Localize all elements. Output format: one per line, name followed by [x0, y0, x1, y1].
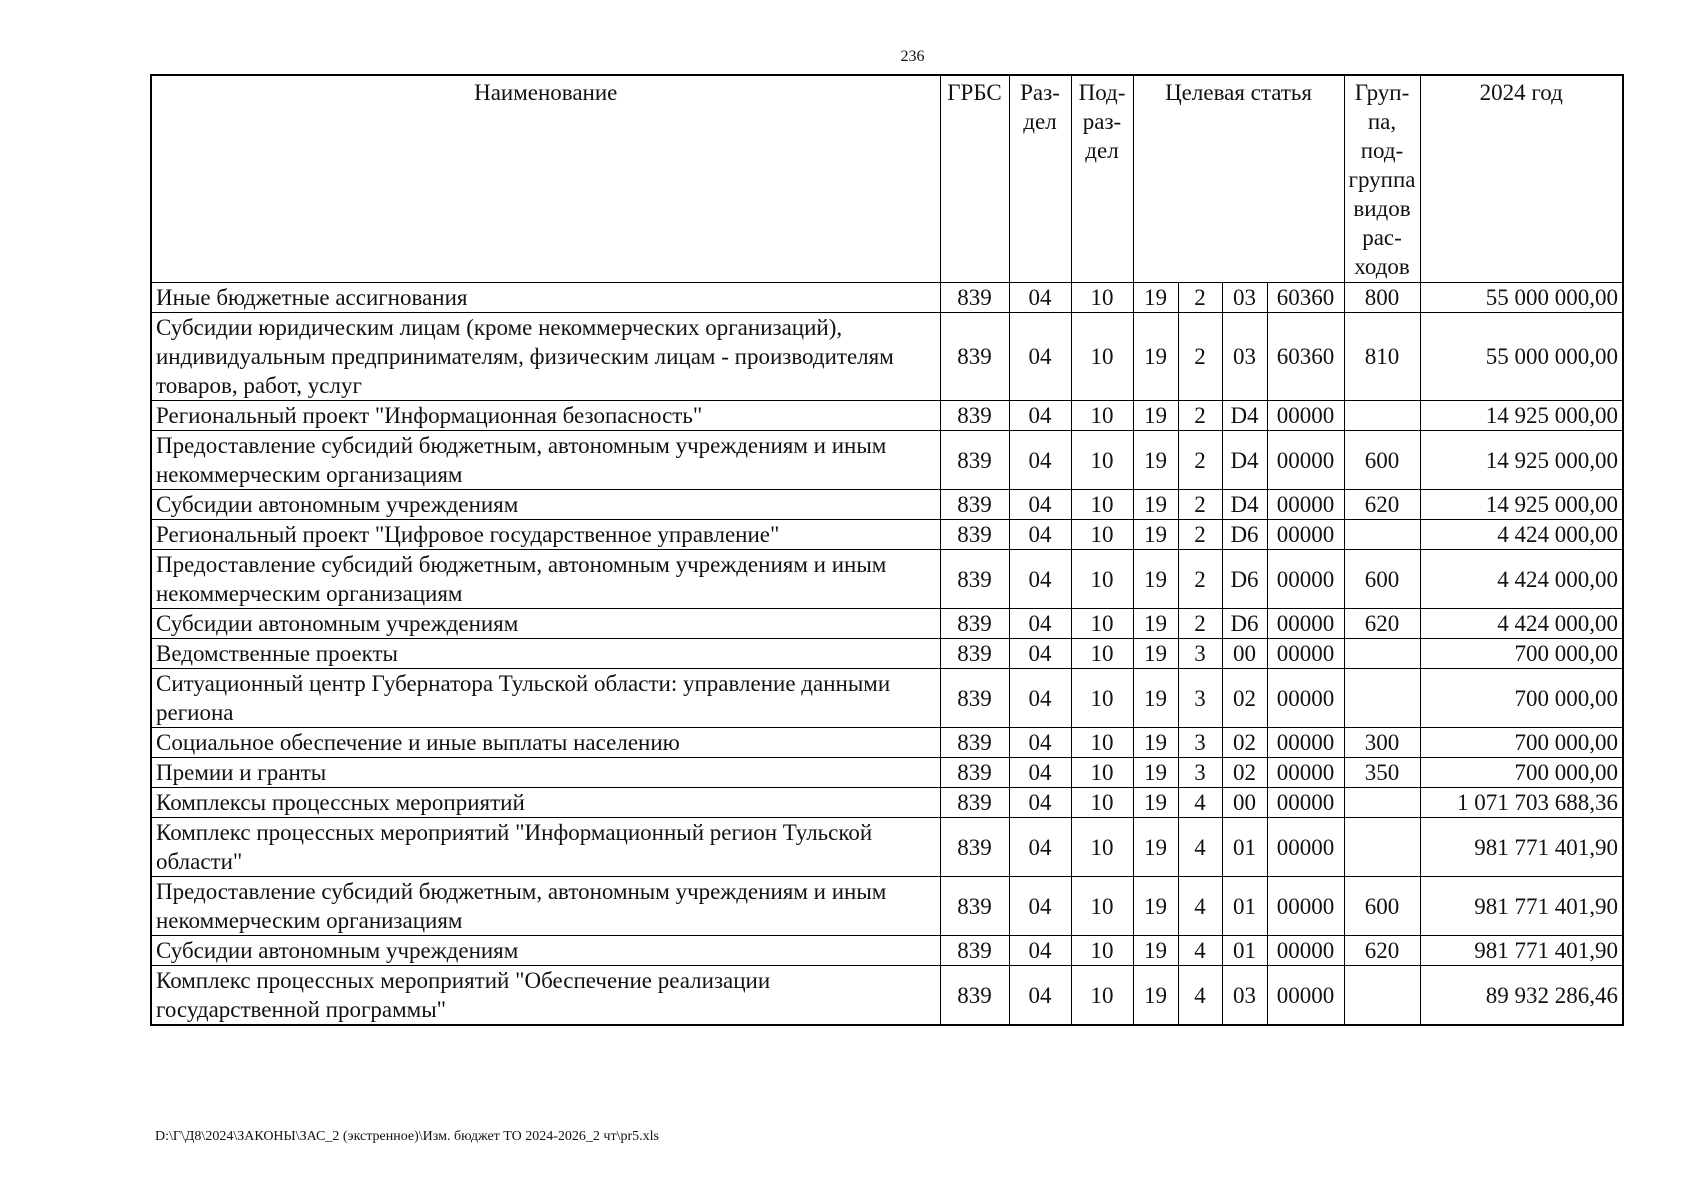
row-target-element: 02 — [1222, 728, 1267, 758]
header-name: Наименование — [151, 75, 940, 283]
row-amount: 700 000,00 — [1420, 639, 1623, 669]
row-target-element: 02 — [1222, 758, 1267, 788]
row-target-element: D4 — [1222, 490, 1267, 520]
row-grbs: 839 — [940, 818, 1009, 877]
row-target-direction: 00000 — [1267, 520, 1344, 550]
row-target-program: 19 — [1133, 936, 1178, 966]
row-grbs: 839 — [940, 788, 1009, 818]
table-row — [151, 550, 1623, 609]
row-amount: 981 771 401,90 — [1420, 818, 1623, 877]
row-podrazdel: 10 — [1071, 758, 1133, 788]
table-row — [151, 669, 1623, 728]
row-grbs: 839 — [940, 520, 1009, 550]
row-podrazdel: 10 — [1071, 431, 1133, 490]
row-target-program: 19 — [1133, 313, 1178, 401]
row-target-element: D4 — [1222, 431, 1267, 490]
row-razdel: 04 — [1009, 758, 1071, 788]
row-razdel: 04 — [1009, 728, 1071, 758]
row-podrazdel: 10 — [1071, 936, 1133, 966]
row-razdel: 04 — [1009, 788, 1071, 818]
row-target-direction: 00000 — [1267, 788, 1344, 818]
row-target-type: 2 — [1178, 609, 1222, 639]
row-podrazdel: 10 — [1071, 283, 1133, 313]
row-amount: 981 771 401,90 — [1420, 877, 1623, 936]
budget-table — [150, 74, 1624, 1026]
row-amount: 55 000 000,00 — [1420, 313, 1623, 401]
row-target-element: 03 — [1222, 966, 1267, 1026]
row-grbs: 839 — [940, 728, 1009, 758]
row-razdel: 04 — [1009, 966, 1071, 1026]
table-row — [151, 758, 1623, 788]
row-target-direction: 00000 — [1267, 401, 1344, 431]
row-grbs: 839 — [940, 490, 1009, 520]
row-name: Региональный проект "Цифровое государственное управление" — [151, 520, 940, 550]
row-target-element: 03 — [1222, 313, 1267, 401]
row-target-direction: 00000 — [1267, 609, 1344, 639]
row-expense-group: 600 — [1344, 431, 1420, 490]
row-podrazdel: 10 — [1071, 639, 1133, 669]
row-grbs: 839 — [940, 550, 1009, 609]
row-target-program: 19 — [1133, 490, 1178, 520]
row-amount: 55 000 000,00 — [1420, 283, 1623, 313]
row-grbs: 839 — [940, 313, 1009, 401]
row-target-program: 19 — [1133, 966, 1178, 1026]
row-name: Премии и гранты — [151, 758, 940, 788]
table-row — [151, 966, 1623, 1026]
row-grbs: 839 — [940, 639, 1009, 669]
row-target-direction: 00000 — [1267, 818, 1344, 877]
table-header-row — [151, 75, 1623, 283]
row-grbs: 839 — [940, 401, 1009, 431]
row-target-element: 03 — [1222, 283, 1267, 313]
row-target-program: 19 — [1133, 431, 1178, 490]
row-name: Социальное обеспечение и иные выплаты населению — [151, 728, 940, 758]
row-name: Субсидии автономным учреждениям — [151, 490, 940, 520]
row-amount: 700 000,00 — [1420, 728, 1623, 758]
row-expense-group: 600 — [1344, 550, 1420, 609]
row-expense-group: 810 — [1344, 313, 1420, 401]
table-row — [151, 520, 1623, 550]
row-target-direction: 00000 — [1267, 490, 1344, 520]
row-amount: 981 771 401,90 — [1420, 936, 1623, 966]
row-podrazdel: 10 — [1071, 728, 1133, 758]
table-row — [151, 788, 1623, 818]
row-expense-group: 600 — [1344, 877, 1420, 936]
row-name: Комплекс процессных мероприятий "Обеспечение реализации государственной программы" — [151, 966, 940, 1026]
row-name: Иные бюджетные ассигнования — [151, 283, 940, 313]
row-target-type: 3 — [1178, 728, 1222, 758]
row-name: Предоставление субсидий бюджетным, автономным учреждениям и иным некоммерческим организациям — [151, 877, 940, 936]
row-target-program: 19 — [1133, 758, 1178, 788]
row-razdel: 04 — [1009, 936, 1071, 966]
row-target-program: 19 — [1133, 401, 1178, 431]
table-row — [151, 639, 1623, 669]
row-target-direction: 60360 — [1267, 283, 1344, 313]
row-podrazdel: 10 — [1071, 877, 1133, 936]
header-podrazdel: Под- раз- дел — [1071, 75, 1133, 283]
table-row — [151, 313, 1623, 401]
row-podrazdel: 10 — [1071, 609, 1133, 639]
row-target-element: D6 — [1222, 550, 1267, 609]
row-amount: 14 925 000,00 — [1420, 431, 1623, 490]
row-expense-group: 350 — [1344, 758, 1420, 788]
row-expense-group — [1344, 401, 1420, 431]
row-expense-group — [1344, 818, 1420, 877]
row-target-type: 4 — [1178, 966, 1222, 1026]
row-razdel: 04 — [1009, 818, 1071, 877]
row-expense-group: 300 — [1344, 728, 1420, 758]
row-razdel: 04 — [1009, 401, 1071, 431]
row-target-program: 19 — [1133, 728, 1178, 758]
row-target-type: 2 — [1178, 283, 1222, 313]
row-name: Предоставление субсидий бюджетным, автономным учреждениям и иным некоммерческим организациям — [151, 550, 940, 609]
row-target-direction: 00000 — [1267, 877, 1344, 936]
row-name: Ситуационный центр Губернатора Тульской области: управление данными региона — [151, 669, 940, 728]
row-target-direction: 00000 — [1267, 936, 1344, 966]
table-row — [151, 609, 1623, 639]
row-razdel: 04 — [1009, 520, 1071, 550]
table-row — [151, 490, 1623, 520]
row-razdel: 04 — [1009, 431, 1071, 490]
row-name: Региональный проект "Информационная безопасность" — [151, 401, 940, 431]
row-expense-group — [1344, 788, 1420, 818]
row-target-type: 2 — [1178, 313, 1222, 401]
row-expense-group: 620 — [1344, 490, 1420, 520]
row-target-direction: 00000 — [1267, 758, 1344, 788]
row-target-element: D4 — [1222, 401, 1267, 431]
row-podrazdel: 10 — [1071, 966, 1133, 1026]
row-target-direction: 00000 — [1267, 669, 1344, 728]
row-name: Ведомственные проекты — [151, 639, 940, 669]
row-target-program: 19 — [1133, 818, 1178, 877]
header-group: Груп- па, под- группа видов рас- ходов — [1344, 75, 1420, 283]
table-row — [151, 431, 1623, 490]
row-target-type: 2 — [1178, 550, 1222, 609]
row-razdel: 04 — [1009, 609, 1071, 639]
row-name: Субсидии автономным учреждениям — [151, 609, 940, 639]
row-amount: 4 424 000,00 — [1420, 550, 1623, 609]
row-target-type: 4 — [1178, 936, 1222, 966]
row-grbs: 839 — [940, 669, 1009, 728]
row-name: Субсидии автономным учреждениям — [151, 936, 940, 966]
row-target-direction: 60360 — [1267, 313, 1344, 401]
row-target-direction: 00000 — [1267, 550, 1344, 609]
file-path-footer: D:\Г\Д8\2024\ЗАКОНЫ\ЗАС_2 (экстренное)\Изм. бюджет ТО 2024-2026_2 чт\pr5.xls — [155, 1129, 659, 1144]
row-podrazdel: 10 — [1071, 818, 1133, 877]
row-name: Комплекс процессных мероприятий "Информационный регион Тульской области" — [151, 818, 940, 877]
table-row — [151, 401, 1623, 431]
header-target: Целевая статья — [1133, 75, 1344, 283]
row-amount: 14 925 000,00 — [1420, 401, 1623, 431]
row-target-type: 3 — [1178, 669, 1222, 728]
table-row — [151, 936, 1623, 966]
table-row — [151, 877, 1623, 936]
row-amount: 700 000,00 — [1420, 669, 1623, 728]
row-target-direction: 00000 — [1267, 431, 1344, 490]
header-grbs: ГРБС — [940, 75, 1009, 283]
row-amount: 4 424 000,00 — [1420, 609, 1623, 639]
row-amount: 1 071 703 688,36 — [1420, 788, 1623, 818]
row-razdel: 04 — [1009, 550, 1071, 609]
row-target-element: D6 — [1222, 520, 1267, 550]
page-number: 236 — [900, 48, 925, 65]
row-target-type: 4 — [1178, 877, 1222, 936]
row-target-element: 01 — [1222, 877, 1267, 936]
row-target-program: 19 — [1133, 639, 1178, 669]
row-target-program: 19 — [1133, 283, 1178, 313]
row-target-type: 4 — [1178, 788, 1222, 818]
row-target-type: 2 — [1178, 431, 1222, 490]
row-razdel: 04 — [1009, 669, 1071, 728]
row-target-element: 00 — [1222, 639, 1267, 669]
row-podrazdel: 10 — [1071, 520, 1133, 550]
row-target-element: 01 — [1222, 818, 1267, 877]
row-grbs: 839 — [940, 936, 1009, 966]
row-podrazdel: 10 — [1071, 490, 1133, 520]
row-podrazdel: 10 — [1071, 550, 1133, 609]
row-podrazdel: 10 — [1071, 669, 1133, 728]
row-grbs: 839 — [940, 758, 1009, 788]
row-expense-group — [1344, 639, 1420, 669]
table-row — [151, 818, 1623, 877]
row-target-direction: 00000 — [1267, 728, 1344, 758]
row-expense-group: 800 — [1344, 283, 1420, 313]
row-expense-group — [1344, 669, 1420, 728]
row-grbs: 839 — [940, 609, 1009, 639]
row-razdel: 04 — [1009, 639, 1071, 669]
row-target-type: 4 — [1178, 818, 1222, 877]
row-target-direction: 00000 — [1267, 966, 1344, 1026]
row-expense-group — [1344, 966, 1420, 1026]
row-target-element: 00 — [1222, 788, 1267, 818]
row-razdel: 04 — [1009, 877, 1071, 936]
row-grbs: 839 — [940, 283, 1009, 313]
row-target-element: D6 — [1222, 609, 1267, 639]
row-grbs: 839 — [940, 966, 1009, 1026]
row-grbs: 839 — [940, 877, 1009, 936]
row-podrazdel: 10 — [1071, 313, 1133, 401]
row-target-program: 19 — [1133, 609, 1178, 639]
row-target-type: 2 — [1178, 490, 1222, 520]
row-razdel: 04 — [1009, 283, 1071, 313]
row-target-type: 3 — [1178, 639, 1222, 669]
row-amount: 4 424 000,00 — [1420, 520, 1623, 550]
row-target-program: 19 — [1133, 520, 1178, 550]
row-target-program: 19 — [1133, 669, 1178, 728]
row-amount: 14 925 000,00 — [1420, 490, 1623, 520]
row-target-direction: 00000 — [1267, 639, 1344, 669]
row-target-program: 19 — [1133, 788, 1178, 818]
row-amount: 700 000,00 — [1420, 758, 1623, 788]
row-target-program: 19 — [1133, 877, 1178, 936]
header-razdel: Раз- дел — [1009, 75, 1071, 283]
row-name: Комплексы процессных мероприятий — [151, 788, 940, 818]
row-target-element: 02 — [1222, 669, 1267, 728]
row-name: Предоставление субсидий бюджетным, автономным учреждениям и иным некоммерческим организациям — [151, 431, 940, 490]
row-razdel: 04 — [1009, 490, 1071, 520]
row-amount: 89 932 286,46 — [1420, 966, 1623, 1026]
header-year: 2024 год — [1420, 75, 1623, 283]
row-target-type: 3 — [1178, 758, 1222, 788]
table-row — [151, 283, 1623, 313]
row-name: Субсидии юридическим лицам (кроме некоммерческих организаций), индивидуальным предпринимателям, физическим лицам - производителям товаров, работ, услуг — [151, 313, 940, 401]
row-target-element: 01 — [1222, 936, 1267, 966]
row-target-type: 2 — [1178, 520, 1222, 550]
row-grbs: 839 — [940, 431, 1009, 490]
row-target-type: 2 — [1178, 401, 1222, 431]
row-podrazdel: 10 — [1071, 788, 1133, 818]
row-expense-group: 620 — [1344, 936, 1420, 966]
row-expense-group — [1344, 520, 1420, 550]
row-podrazdel: 10 — [1071, 401, 1133, 431]
row-expense-group: 620 — [1344, 609, 1420, 639]
table-row — [151, 728, 1623, 758]
row-razdel: 04 — [1009, 313, 1071, 401]
table-body — [151, 283, 1623, 1026]
row-target-program: 19 — [1133, 550, 1178, 609]
